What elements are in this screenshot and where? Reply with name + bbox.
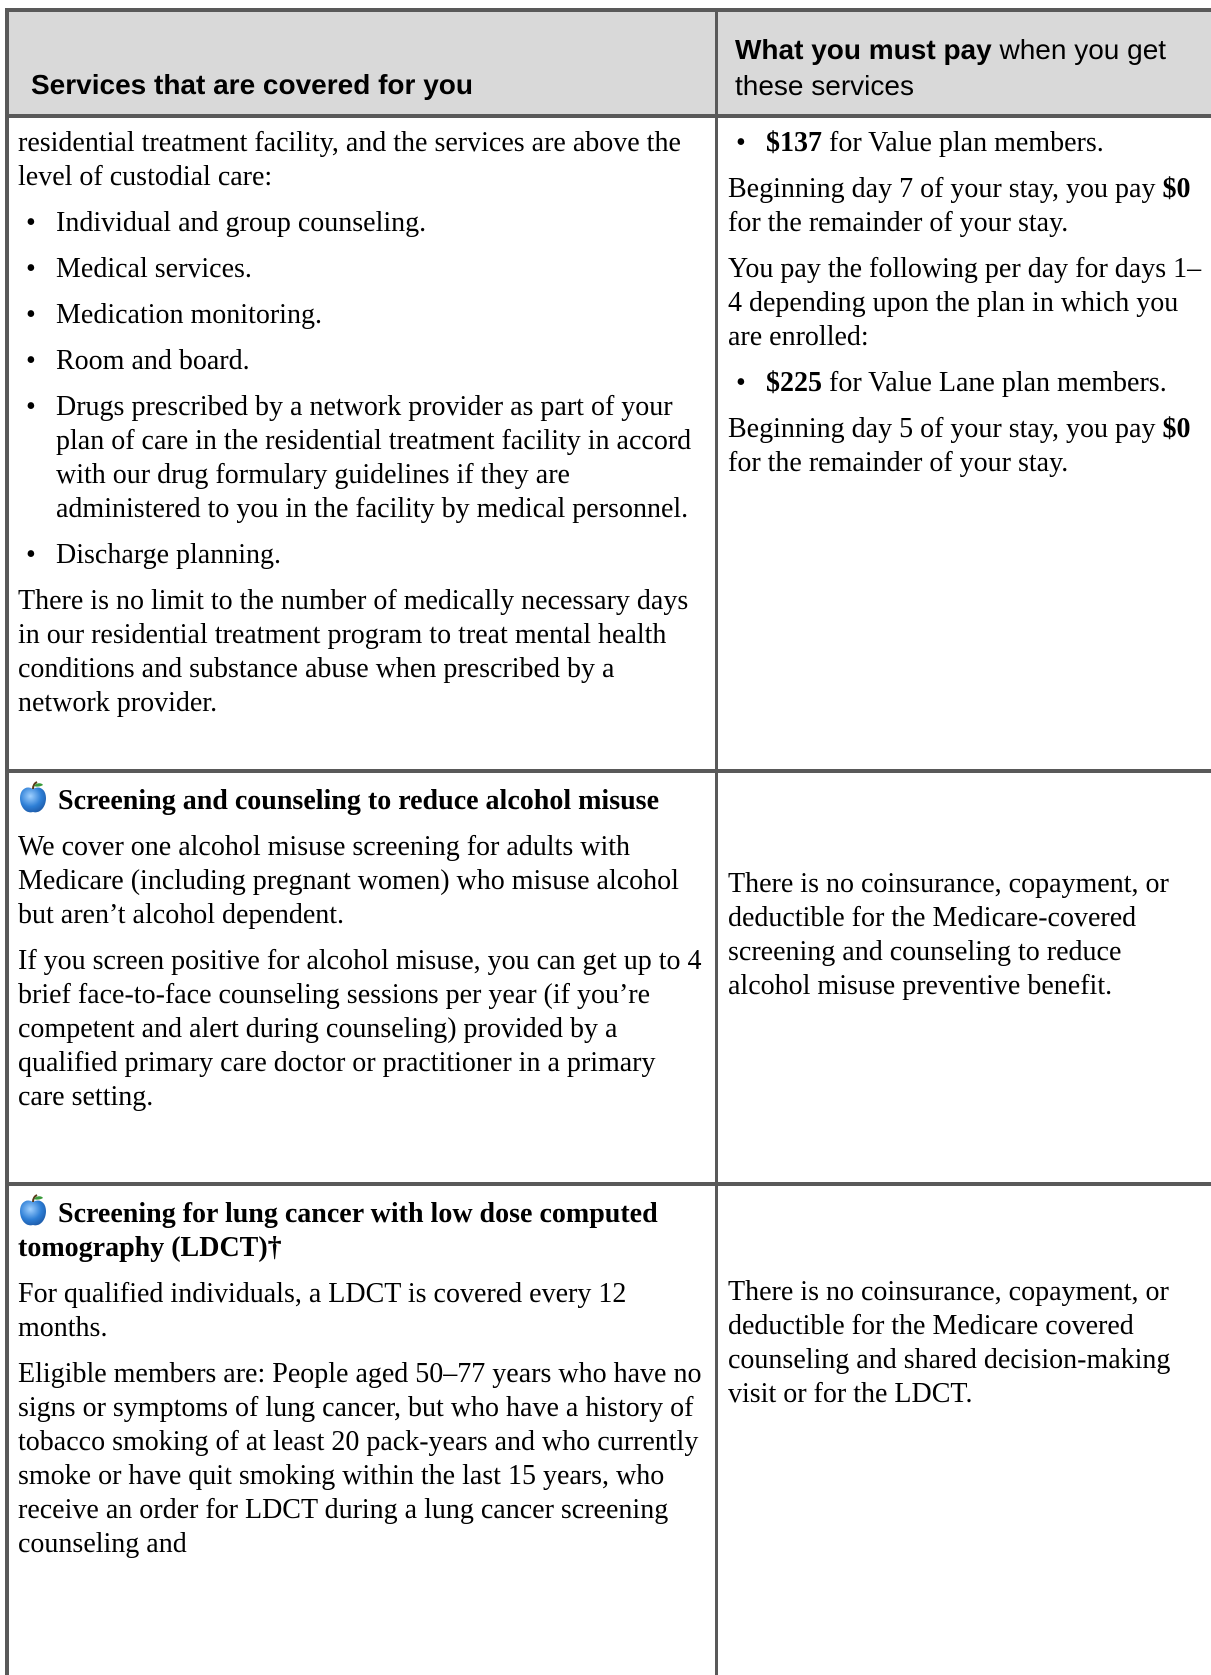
residential-cost-cell [715, 114, 1211, 769]
header-services-label: Services that are covered for you [31, 69, 473, 100]
residential-services-list [18, 206, 708, 572]
lung-title-text: Screening for lung cancer with low dose computed tomography (LDCT)† [18, 1198, 658, 1263]
cost-amount: $0 [1162, 173, 1191, 204]
cost-amount: $225 [766, 367, 822, 398]
residential-services-cell [9, 114, 715, 769]
table-row-alcohol-screening [9, 769, 1211, 1186]
lung-paragraph: Eligible members are: People aged 50–77 years who have no signs or symptoms of lung cancer, but who have a history of tobacco smoking of at least 20 pack-years and who currently smoke or have quit smoking within the last 15 years, who receive an order for LDCT during a lung cancer screening counseling and [18, 1358, 702, 1559]
table-row-residential-treatment [9, 114, 1211, 773]
cost-list-value [728, 126, 1208, 160]
lung-paragraph: For qualified individuals, a LDCT is covered every 12 months. [18, 1278, 627, 1343]
lung-title [18, 1194, 708, 1265]
alcohol-services-cell [9, 769, 715, 1182]
cost-text: for the remainder of your stay. [728, 447, 1069, 478]
header-services-cell [9, 12, 715, 114]
lung-cost-text: There is no coinsurance, copayment, or deductible for the Medicare covered counseling and shared decision-making visit or for the LDCT. [728, 1276, 1171, 1409]
lung-cost-cell [715, 1182, 1211, 1675]
apple-icon [18, 1194, 48, 1228]
cost-paragraph [728, 172, 1208, 240]
list-item [728, 126, 1208, 160]
residential-closing: There is no limit to the number of medically necessary days in our residential treatment program to treat mental health conditions and substance abuse when prescribed by a network provider. [18, 585, 689, 718]
cost-text: for the remainder of your stay. [728, 207, 1069, 238]
lung-services-cell [9, 1182, 715, 1675]
residential-intro: residential treatment facility, and the services are above the level of custodial care: [18, 127, 681, 192]
cost-amount: $0 [1162, 413, 1191, 444]
alcohol-title-text: Screening and counseling to reduce alcohol misuse [58, 785, 660, 816]
cost-list-value-lane [728, 366, 1208, 400]
list-item: • Discharge planning. [18, 538, 708, 572]
list-item: • Medical services. [18, 252, 708, 286]
alcohol-title [18, 781, 708, 818]
cost-text: Beginning day 5 of your stay, you pay [728, 413, 1163, 444]
list-item [728, 366, 1208, 400]
alcohol-paragraph: If you screen positive for alcohol misuse, you can get up to 4 brief face-to-face counseling sessions per year (if you’re competent and alert during counseling) provided by a qualified primary care doctor or practitioner in a primary care setting. [18, 945, 702, 1112]
header-pay-cell [715, 12, 1211, 114]
apple-icon [18, 781, 48, 815]
table-row-lung-cancer-screening [9, 1182, 1211, 1675]
alcohol-cost-text: There is no coinsurance, copayment, or deductible for the Medicare-covered screening and counseling to reduce alcohol misuse preventive benefit. [728, 868, 1169, 1001]
list-item: • Room and board. [18, 344, 708, 378]
table-header-row [9, 12, 1211, 118]
alcohol-cost-cell [715, 769, 1211, 1182]
cost-desc: for Value plan members. [822, 127, 1104, 158]
header-pay-rest: when you get these services [735, 34, 1167, 101]
cost-amount: $137 [766, 127, 822, 158]
header-pay-bold: What you must pay [735, 34, 992, 65]
cost-paragraph [728, 412, 1208, 480]
header-pay-label [735, 32, 1211, 104]
benefits-table [5, 8, 1211, 1675]
alcohol-paragraph: We cover one alcohol misuse screening for adults with Medicare (including pregnant women) who misuse alcohol but aren’t alcohol dependent. [18, 831, 679, 930]
list-item: • Medication monitoring. [18, 298, 708, 332]
cost-desc: for Value Lane plan members. [822, 367, 1167, 398]
list-item: • Drugs prescribed by a network provider as part of your plan of care in the residential treatment facility in accord with our drug formulary guidelines if they are administered to you in the facility by medical personnel. [18, 390, 708, 526]
cost-text: Beginning day 7 of your stay, you pay [728, 173, 1163, 204]
list-item: • Individual and group counseling. [18, 206, 708, 240]
cost-paragraph: You pay the following per day for days 1–4 depending upon the plan in which you are enrolled: [728, 253, 1202, 352]
